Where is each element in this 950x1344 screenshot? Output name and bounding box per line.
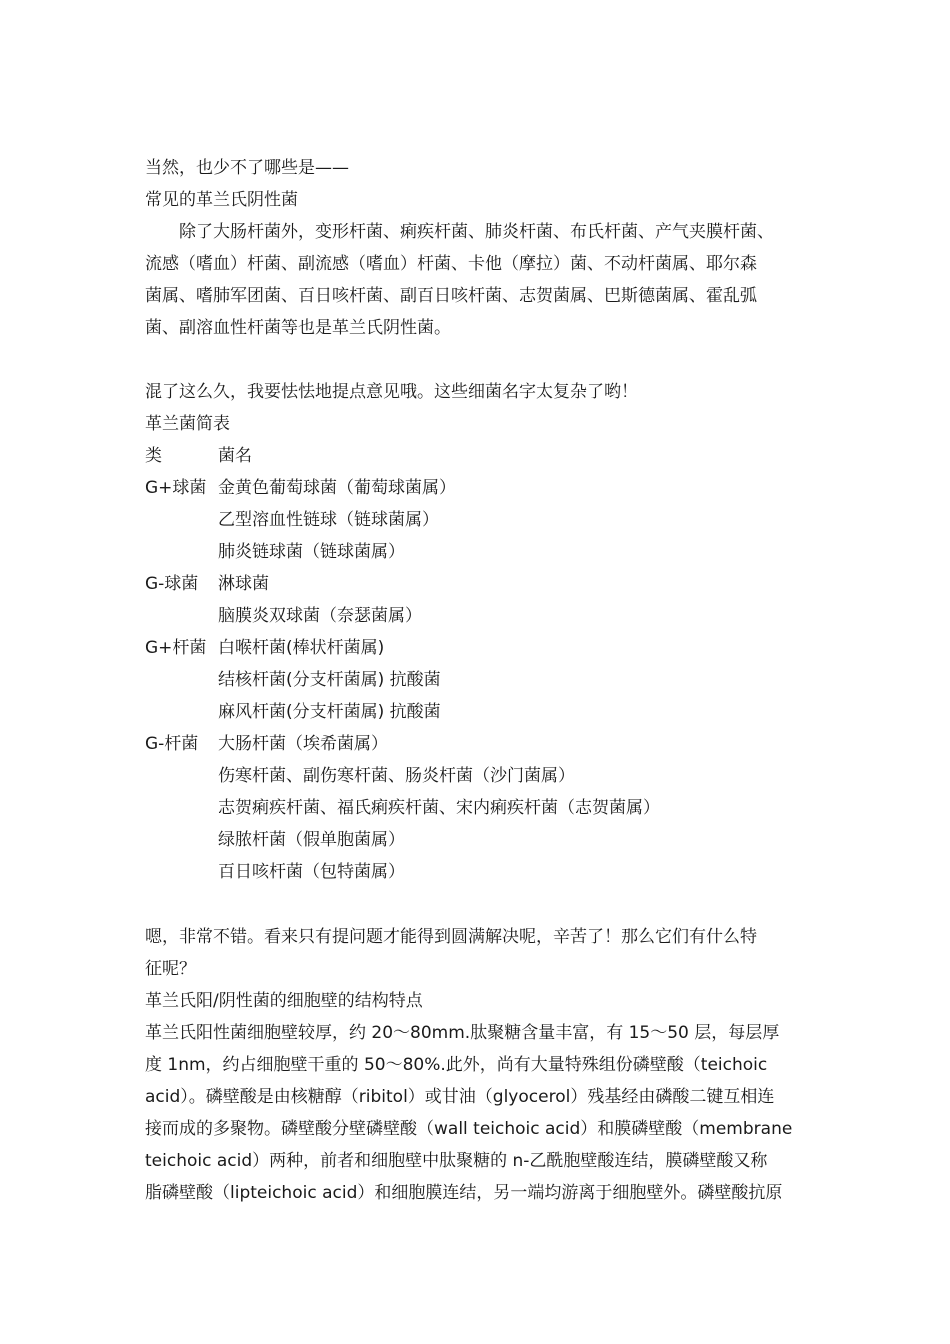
table-bacteria-name: 麻风杆菌(分支杆菌属) 抗酸菌 [218, 702, 441, 722]
table-header-type: 类 [145, 446, 162, 466]
table-category: G-杆菌 [145, 734, 199, 754]
table-bacteria-name: 伤寒杆菌、副伤寒杆菌、肠炎杆菌（沙门菌属） [218, 766, 575, 786]
paragraph-line: 菌、副溶血性杆菌等也是革兰氏阴性菌。 [145, 318, 451, 338]
table-bacteria-name: 淋球菌 [218, 574, 269, 594]
paragraph-line: teichoic acid）两种，前者和细胞壁中肽聚糖的 n-乙酰胞壁酸连结，膜磷壁酸又称 [145, 1151, 768, 1171]
table-bacteria-name: 绿脓杆菌（假单胞菌属） [218, 830, 405, 850]
response-line: 嗯，非常不错。看来只有提问题才能得到圆满解决呢，辛苦了！那么它们有什么特 [145, 927, 757, 947]
paragraph-line: 流感（嗜血）杆菌、副流感（嗜血）杆菌、卡他（摩拉）菌、不动杆菌属、耶尔森 [145, 254, 757, 274]
table-bacteria-name: 百日咳杆菌（包特菌属） [218, 862, 405, 882]
paragraph-line: 菌属、嗜肺军团菌、百日咳杆菌、副百日咳杆菌、志贺菌属、巴斯德菌属、霍乱弧 [145, 286, 757, 306]
paragraph-line: acid）。磷壁酸是由核糖醇（ribitol）或甘油（glyocerol）残基经由磷酸二键互相连 [145, 1087, 775, 1107]
table-bacteria-name: 金黄色葡萄球菌（葡萄球菌属） [218, 478, 456, 498]
table-bacteria-name: 结核杆菌(分支杆菌属) 抗酸菌 [218, 670, 441, 690]
section-heading: 常见的革兰氏阴性菌 [145, 190, 298, 210]
paragraph-line: 革兰氏阳性菌细胞壁较厚，约 20～80mm.肽聚糖含量丰富，有 15～50 层，每层厚 [145, 1023, 780, 1043]
table-category: G+球菌 [145, 478, 207, 498]
paragraph-line: 除了大肠杆菌外，变形杆菌、痢疾杆菌、肺炎杆菌、布氏杆菌、产气夹膜杆菌、 [179, 222, 774, 242]
table-category: G-球菌 [145, 574, 199, 594]
table-bacteria-name: 乙型溶血性链球（链球菌属） [218, 510, 439, 530]
paragraph-line: 度 1nm，约占细胞壁干重的 50～80%.此外，尚有大量特殊组份磷壁酸（teichoic [145, 1055, 768, 1075]
intro-line: 当然，也少不了哪些是—— [145, 158, 349, 178]
table-bacteria-name: 脑膜炎双球菌（奈瑟菌属） [218, 606, 422, 626]
table-bacteria-name: 肺炎链球菌（链球菌属） [218, 542, 405, 562]
table-title: 革兰菌简表 [145, 414, 230, 434]
paragraph-line: 接而成的多聚物。磷壁酸分壁磷壁酸（wall teichoic acid）和膜磷壁酸（membrane [145, 1119, 793, 1139]
table-bacteria-name: 志贺痢疾杆菌、福氏痢疾杆菌、宋内痢疾杆菌（志贺菌属） [218, 798, 660, 818]
section-heading: 革兰氏阳/阴性菌的细胞壁的结构特点 [145, 991, 423, 1011]
paragraph-line: 脂磷壁酸（lipteichoic acid）和细胞膜连结，另一端均游离于细胞壁外。磷壁酸抗原 [145, 1183, 783, 1203]
table-header-name: 菌名 [218, 446, 252, 466]
table-bacteria-name: 大肠杆菌（埃希菌属） [218, 734, 388, 754]
table-bacteria-name: 白喉杆菌(棒状杆菌属) [218, 638, 385, 658]
response-line: 征呢？ [145, 959, 196, 979]
table-category: G+杆菌 [145, 638, 207, 658]
complaint-line: 混了这么久，我要怯怯地提点意见哦。这些细菌名字太复杂了哟！ [145, 382, 638, 402]
